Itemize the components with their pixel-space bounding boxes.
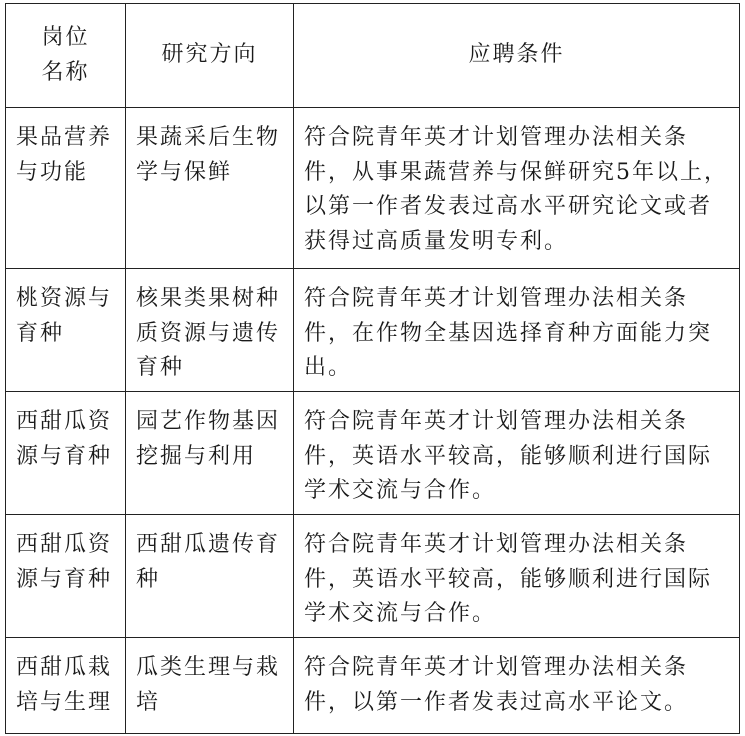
cell-requirements: 符合院青年英才计划管理办法相关条件，英语水平较高，能够顺利进行国际学术交流与合作。 — [294, 515, 740, 638]
cell-direction: 核果类果树种质资源与遗传育种 — [126, 269, 294, 392]
header-position-line1: 岗位 — [41, 25, 90, 50]
cell-position: 西甜瓜资源与育种 — [6, 392, 126, 515]
cell-requirements: 符合院青年英才计划管理办法相关条件，英语水平较高，能够顺利进行国际学术交流与合作。 — [294, 392, 740, 515]
cell-direction: 西甜瓜遗传育种 — [126, 515, 294, 638]
cell-requirements: 符合院青年英才计划管理办法相关条件，从事果蔬营养与保鲜研究5年以上，以第一作者发表过高水平研究论文或者获得过高质量发明专利。 — [294, 108, 740, 269]
cell-position: 桃资源与育种 — [6, 269, 126, 392]
table-header-row — [6, 4, 740, 108]
recruitment-table — [5, 3, 740, 734]
cell-direction: 果蔬采后生物学与保鲜 — [126, 108, 294, 269]
table-row — [6, 108, 740, 269]
cell-direction: 瓜类生理与栽培 — [126, 638, 294, 734]
header-requirements: 应聘条件 — [294, 4, 740, 108]
header-position — [6, 4, 126, 108]
cell-requirements: 符合院青年英才计划管理办法相关条件，在作物全基因选择育种方面能力突出。 — [294, 269, 740, 392]
cell-direction: 园艺作物基因挖掘与利用 — [126, 392, 294, 515]
cell-position: 西甜瓜栽培与生理 — [6, 638, 126, 734]
cell-position: 果品营养与功能 — [6, 108, 126, 269]
table-row — [6, 638, 740, 734]
cell-position: 西甜瓜资源与育种 — [6, 515, 126, 638]
header-direction: 研究方向 — [126, 4, 294, 108]
table-row — [6, 269, 740, 392]
table-row — [6, 392, 740, 515]
cell-requirements: 符合院青年英才计划管理办法相关条件，以第一作者发表过高水平论文。 — [294, 638, 740, 734]
table-row — [6, 515, 740, 638]
header-position-line2: 名称 — [41, 59, 90, 85]
